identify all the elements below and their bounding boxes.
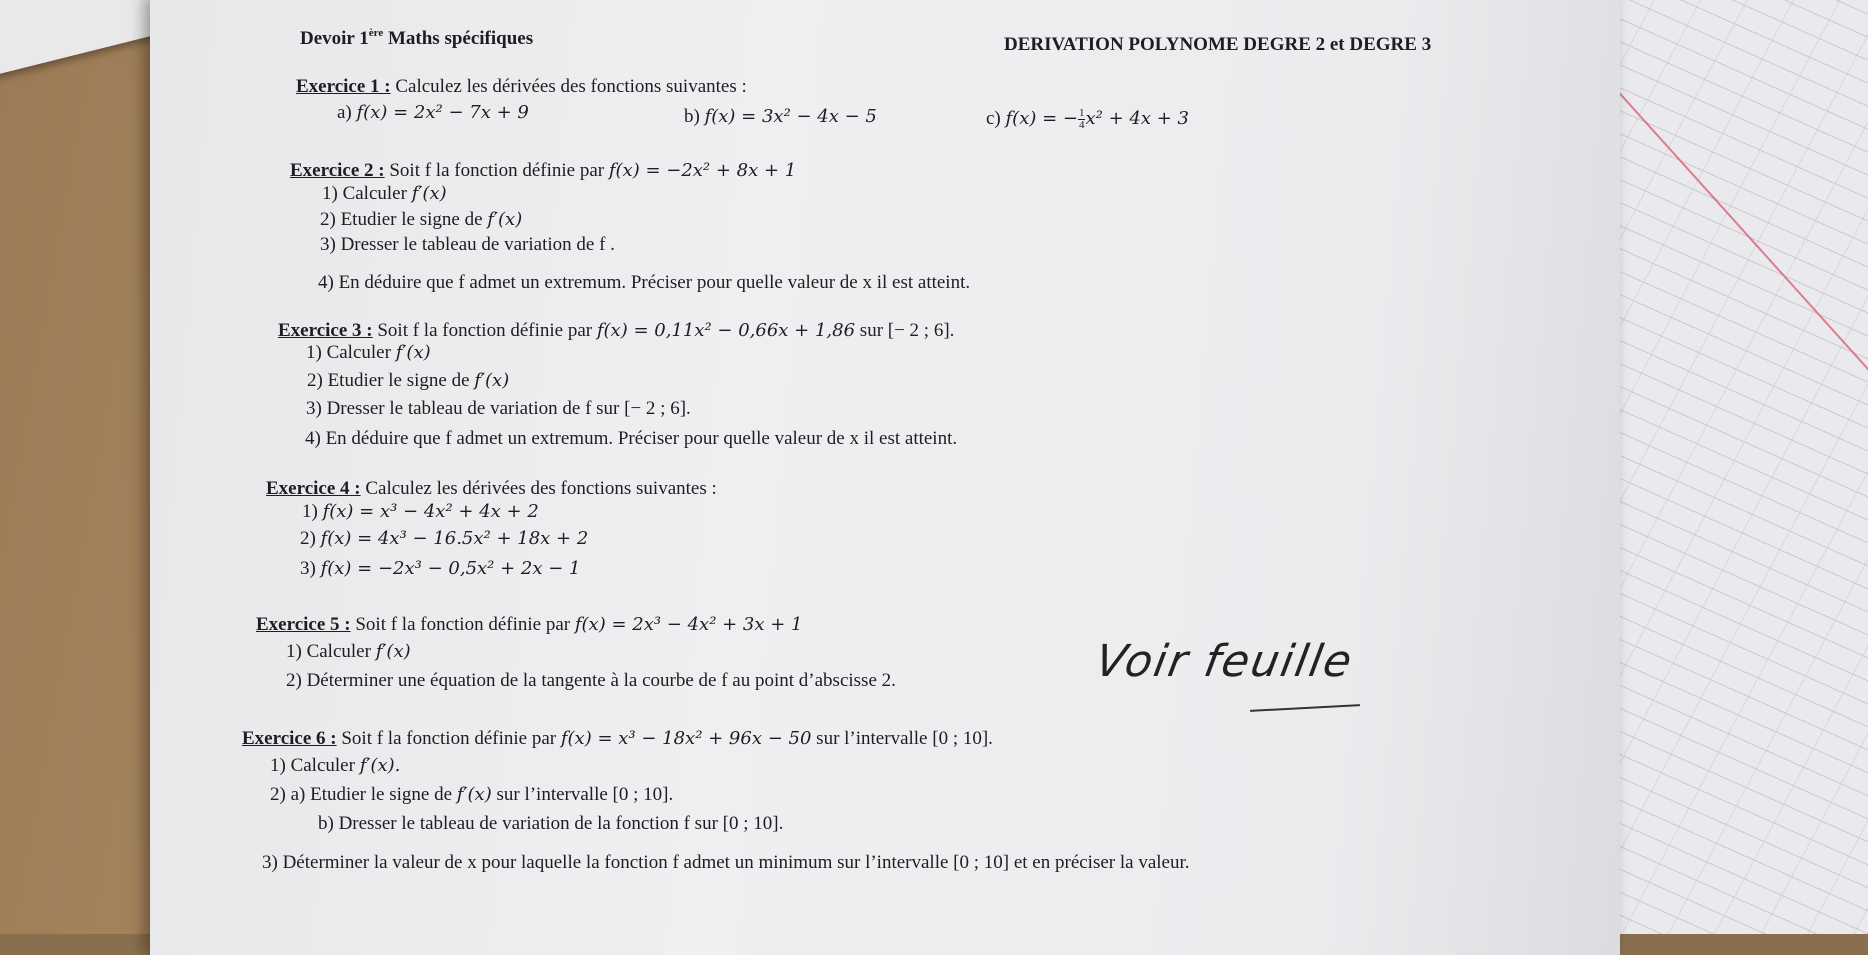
fraction: $\frac{1}{4}$: [1078, 107, 1085, 132]
ex6-q2a: 2) a) Etudier le signe de f′(x) sur l’intervalle [0 ; 10].: [270, 784, 674, 805]
ex6-q3: 3) Déterminer la valeur de x pour laquelle la fonction f admet un minimum sur l’intervalle [0 ; 10] et en préciser la valeur.: [262, 852, 1190, 873]
ex2-q3: 3) Dresser le tableau de variation de f .: [320, 234, 615, 255]
ex2-q2: 2) Etudier le signe de f′(x): [320, 209, 523, 230]
ex4-q3: 3) f(x) = −2x³ − 0,5x² + 2x − 1: [300, 558, 581, 579]
ex1-b: b) f(x) = 3x² − 4x − 5: [684, 106, 877, 127]
ex2-q4: 4) En déduire que f admet un extremum. Préciser pour quelle valeur de x il est atteint.: [318, 272, 971, 293]
ex4-heading: Exercice 4 : Calculez les dérivées des fonctions suivantes :: [266, 478, 717, 499]
ex5-q1: 1) Calculer f′(x): [286, 641, 411, 662]
devoir-title: Devoir 1ère Maths spécifiques: [300, 27, 534, 49]
ex3-q3: 3) Dresser le tableau de variation de f sur [− 2 ; 6].: [306, 398, 691, 419]
ex1-c: c) f(x) = − $\frac{1}{4}$ x² + 4x + 3: [986, 107, 1189, 132]
ex5-heading: Exercice 5 : Soit f la fonction définie par f(x) = 2x³ − 4x² + 3x + 1: [256, 614, 803, 635]
ex3-q2: 2) Etudier le signe de f′(x): [307, 370, 510, 391]
ex6-q2b: b) Dresser le tableau de variation de la fonction f sur [0 ; 10].: [318, 813, 784, 834]
ex4-q2: 2) f(x) = 4x³ − 16.5x² + 18x + 2: [300, 528, 589, 549]
ex2-heading: Exercice 2 : Soit f la fonction définie par f(x) = −2x² + 8x + 1: [290, 160, 797, 181]
subject-title: DERIVATION POLYNOME DEGRE 2 et DEGRE 3: [1004, 34, 1432, 55]
ex2-q1: 1) Calculer f′(x): [322, 183, 447, 204]
ex6-heading: Exercice 6 : Soit f la fonction définie par f(x) = x³ − 18x² + 96x − 50 sur l’intervalle [0 ; 10].: [242, 728, 993, 749]
ex1-a: a) f(x) = 2x² − 7x + 9: [337, 102, 529, 123]
ex5-q2: 2) Déterminer une équation de la tangente à la courbe de f au point d’abscisse 2.: [286, 670, 896, 691]
handwritten-note: Voir feuille: [1091, 636, 1358, 687]
ex3-heading: Exercice 3 : Soit f la fonction définie par f(x) = 0,11x² − 0,66x + 1,86 sur [− 2 ; 6].: [278, 320, 955, 341]
ex6-q1: 1) Calculer f′(x).: [270, 755, 401, 776]
ex3-q1: 1) Calculer f′(x): [306, 342, 431, 363]
ex1-heading: Exercice 1 : Calculez les dérivées des fonctions suivantes :: [296, 76, 747, 97]
ex3-q4: 4) En déduire que f admet un extremum. Préciser pour quelle valeur de x il est atteint.: [305, 428, 958, 449]
ex4-q1: 1) f(x) = x³ − 4x² + 4x + 2: [302, 501, 539, 522]
